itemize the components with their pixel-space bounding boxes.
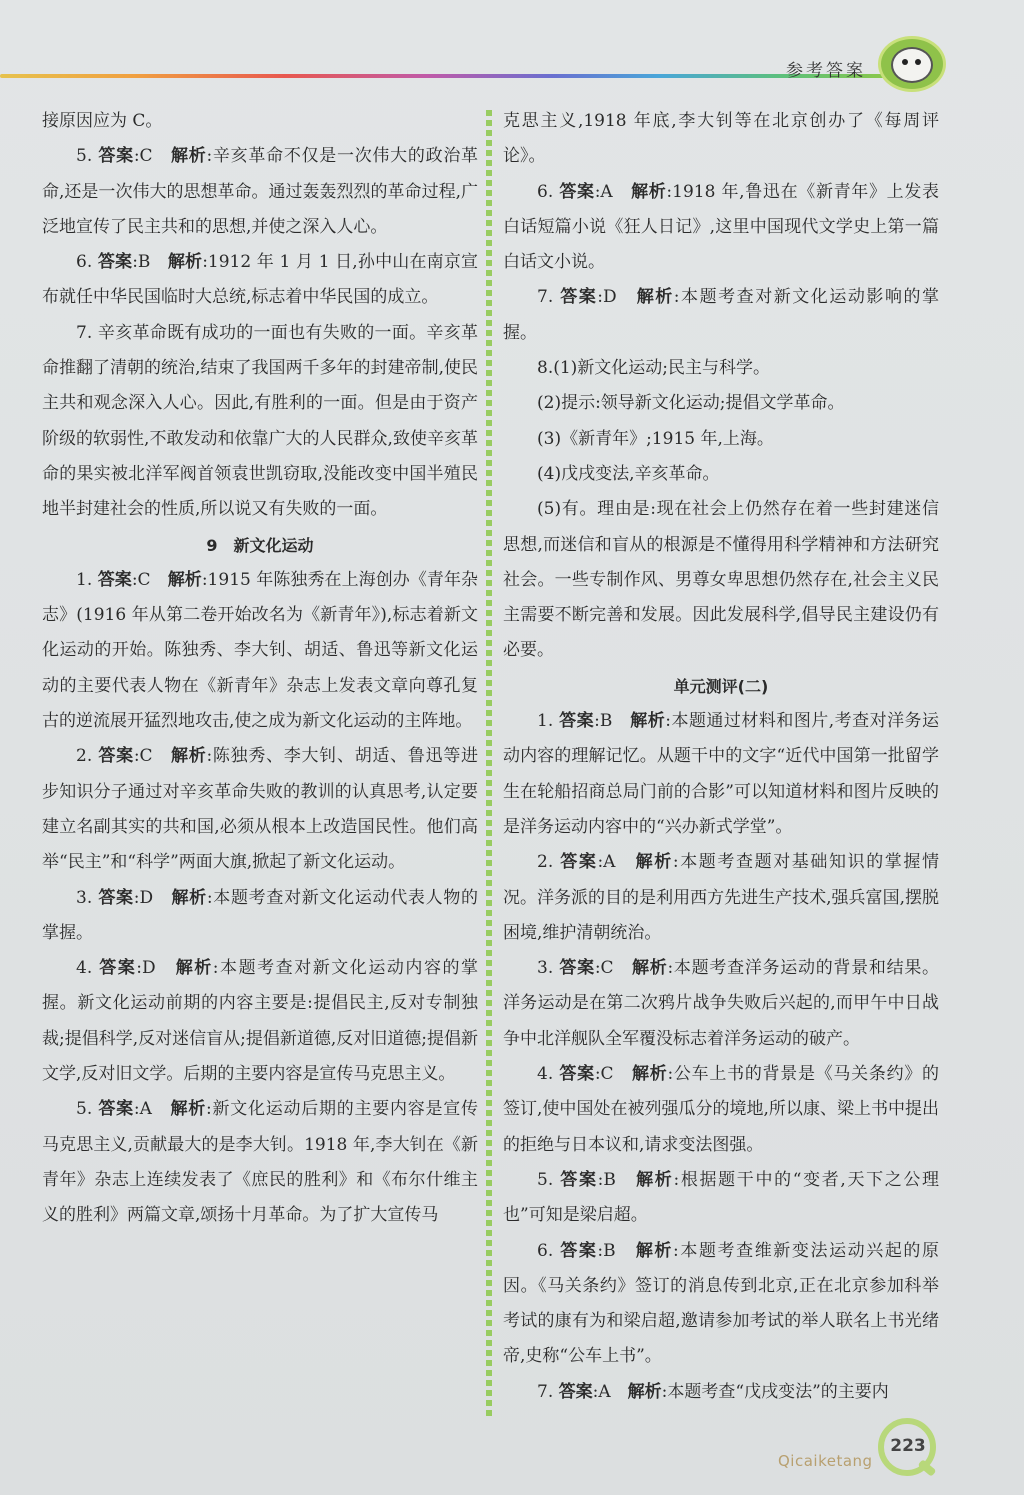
answer-label: 答案 (560, 852, 598, 873)
answer-item (503, 280, 939, 351)
question-number: 7. (537, 287, 554, 308)
answer-label: 答案 (559, 1064, 595, 1085)
explanation-text: :本题考查对新文化运动代表人物的掌握。 (42, 887, 479, 943)
explanation-text: :公车上书的背景是《马关条约》的签订,使中国处在被列强瓜分的境地,所以康、梁上书中提出的拒绝与日本议和,请求变法图强。 (503, 1064, 940, 1155)
explanation-label: 解析 (175, 958, 213, 979)
explanation-text: :陈独秀、李大钊、胡适、鲁迅等进步知识分子通过对辛亥革命失败的教训的认真思考,认定要建立名副其实的共和国,必须从根本上改造国民性。他们高举“民主”和“科学”两面大旗,掀起了新文化运动。 (42, 746, 479, 873)
footer-brand: Qicaiketang (778, 1452, 873, 1470)
answer-choice: :A (594, 181, 613, 202)
answer-label: 答案 (560, 1240, 598, 1261)
question-number: 4. (537, 1064, 554, 1085)
answer-choice: :A (592, 1381, 611, 1402)
explanation-text: :1918 年,鲁迅在《新青年》上发表白话短篇小说《狂人日记》,这里中国现代文学史上第一篇白话文小说。 (503, 181, 940, 273)
mascot-logo-icon (878, 36, 946, 92)
paragraph: (4)戊戌变法,辛亥革命。 (537, 463, 720, 484)
answer-item (503, 1057, 939, 1163)
question-number: 3. (537, 958, 554, 979)
answer-item (42, 1092, 478, 1233)
explanation-label: 解析 (636, 287, 674, 308)
paragraph: (2)提示:领导新文化运动;提倡文学革命。 (537, 393, 845, 414)
answer-item (503, 1163, 939, 1234)
answer-label: 答案 (98, 1099, 134, 1120)
explanation-text: :本题考查维新变法运动兴起的原因。《马关条约》签订的消息传到北京,正在北京参加科举考试的康有为和梁启超,邀请参加考试的举人联名上书光绪帝,史称“公车上书”。 (503, 1240, 940, 1367)
explanation-text: :本题考查题对基础知识的掌握情况。洋务派的目的是利用西方先进生产技术,强兵富国,摆脱困境,维护清朝统治。 (503, 852, 940, 943)
answer-label: 答案 (98, 146, 134, 167)
answer-choice: :A (133, 1099, 152, 1120)
answer-item (42, 245, 478, 316)
explanation-label: 解析 (636, 1169, 674, 1190)
question-number: 2. (537, 852, 554, 873)
explanation-text: :根据题干中的“变者,天下之公理也”可知是梁启超。 (503, 1169, 940, 1226)
explanation-text: :本题考查洋务运动的背景和结果。洋务运动是在第二次鸦片战争失败后兴起的,而甲午中日战争中北洋舰队全军覆没标志着洋务运动的破产。 (503, 958, 940, 1049)
question-number: 1. (76, 569, 93, 590)
mascot-eye-icon (915, 59, 921, 65)
paragraph: (5)有。理由是:现在社会上仍然存在着一些封建迷信思想,而迷信和盲从的根源是不懂得用科学精神和方法研究社会。一些专制作风、男尊女卑思想仍然存在,社会主义民主需要不断完善和发展。因此发展科学,倡导民主建设仍有必要。 (503, 499, 939, 661)
answer-item (503, 175, 939, 281)
answer-label: 答案 (560, 287, 598, 308)
answer-choice: :C (133, 146, 153, 167)
explanation-label: 解析 (627, 1381, 662, 1402)
explanation-text: :本题考查“戊戌变法”的主要内 (661, 1381, 889, 1402)
section-heading: 单元测评(二) (673, 676, 769, 696)
left-column (42, 104, 478, 1234)
answer-item (42, 881, 478, 952)
answer-label: 答案 (98, 887, 134, 908)
answer-label: 答案 (99, 958, 137, 979)
paragraph: 7. 辛亥革命既有成功的一面也有失败的一面。辛亥革命推翻了清朝的统治,结束了我国两千多年的封建帝制,使民主共和观念深入人心。因此,有胜利的一面。但是由于资产阶级的软弱性,不敢发动和依靠广大的人民群众,致使辛亥革命的果实被北洋军阀首领袁世凯窃取,没能改变中国半殖民地半封建社会的性质,所以说又有失败的一面。 (42, 322, 478, 520)
mascot-face (891, 47, 933, 83)
answer-item (42, 739, 478, 880)
answer-choice: :C (131, 569, 151, 590)
answer-label: 答案 (559, 181, 595, 202)
explanation-label: 解析 (170, 1099, 206, 1120)
question-number: 6. (76, 252, 93, 273)
answer-label: 答案 (559, 958, 595, 979)
explanation-text: :本题通过材料和图片,考查对洋务运动内容的理解记忆。从题干中的文字“近代中国第一批留学生在轮船招商总局门前的合影”可以知道材料和图片反映的是洋务运动内容中的“兴办新式学堂”。 (503, 711, 940, 837)
question-number: 3. (76, 887, 93, 908)
question-number: 5. (537, 1169, 554, 1190)
explanation-text: :1915 年陈独秀在上海创办《青年杂志》(1916 年从第二卷开始改名为《新青年》),标志着新文化运动的开始。陈独秀、李大钊、胡适、鲁迅等新文化运动的主要代表人物在《新青年》杂志上发表文章向尊孔复古的逆流展开猛烈地攻击,使之成为新文化运动的主阵地。 (42, 569, 479, 732)
answer-label: 答案 (559, 711, 595, 732)
answer-choice: :B (132, 252, 151, 273)
question-number: 1. (537, 711, 554, 732)
paragraph: (3)《新青年》;1915 年,上海。 (537, 428, 774, 449)
question-number: 5. (76, 1099, 93, 1120)
explanation-text: :新文化运动后期的主要内容是宣传马克思主义,贡献最大的是李大钊。1918 年,李大钊在《新青年》杂志上连续发表了《庶民的胜利》和《布尔什维主义的胜利》两篇文章,颂扬十月革命。为了扩大宣传马 (42, 1099, 479, 1226)
explanation-label: 解析 (171, 746, 207, 767)
explanation-label: 解析 (171, 887, 207, 908)
question-number: 2. (76, 746, 93, 767)
answer-item (503, 1375, 939, 1410)
answer-item (503, 1234, 939, 1375)
explanation-label: 解析 (635, 852, 673, 873)
answer-item (503, 845, 939, 951)
answer-choice: :D (133, 887, 154, 908)
answer-choice: :B (597, 1240, 616, 1261)
explanation-label: 解析 (167, 252, 203, 273)
mascot-eye-icon (902, 59, 908, 65)
explanation-label: 解析 (171, 146, 207, 167)
explanation-label: 解析 (635, 1240, 674, 1261)
rainbow-header-line (0, 74, 890, 78)
explanation-text: :辛亥革命不仅是一次伟大的政治革命,还是一次伟大的思想革命。通过轰轰烈烈的革命过程,广泛地宣传了民主共和的思想,并使之深入人心。 (42, 146, 479, 237)
paragraph: 8.(1)新文化运动;民主与科学。 (537, 358, 771, 379)
answer-choice: :B (594, 711, 613, 732)
answer-choice: :C (594, 958, 614, 979)
answer-label: 答案 (98, 746, 134, 767)
question-number: 4. (76, 958, 93, 979)
answer-choice: :C (594, 1064, 614, 1085)
explanation-label: 解析 (167, 569, 202, 590)
answer-label: 答案 (97, 569, 132, 590)
question-number: 5. (76, 146, 93, 167)
answer-choice: :D (597, 287, 617, 308)
answer-item (503, 704, 939, 845)
answer-choice: :C (133, 746, 153, 767)
explanation-text: :本题考查对新文化运动影响的掌握。 (503, 287, 940, 343)
answer-item (503, 951, 939, 1057)
explanation-text: :本题考查对新文化运动内容的掌握。新文化运动前期的内容主要是:提倡民主,反对专制独裁;提倡科学,反对迷信盲从;提倡新道德,反对旧道德;提倡新文学,反对旧文学。后期的主要内容是宣传马克思主义。 (42, 958, 479, 1085)
explanation-label: 解析 (632, 958, 668, 979)
question-number: 7. (537, 1381, 554, 1402)
question-number: 6. (537, 1240, 554, 1261)
column-divider (486, 110, 492, 1420)
answer-choice: :D (136, 958, 156, 979)
page-number: 223 (890, 1436, 926, 1456)
right-column (503, 104, 939, 1410)
answer-choice: :B (597, 1169, 616, 1190)
answer-label: 答案 (560, 1169, 598, 1190)
question-number: 6. (537, 181, 554, 202)
explanation-label: 解析 (631, 181, 667, 202)
answer-label: 答案 (97, 252, 133, 273)
answer-item (42, 563, 478, 739)
paragraph: 克思主义,1918 年底,李大钊等在北京创办了《每周评论》。 (503, 111, 939, 167)
explanation-text: :1912 年 1 月 1 日,孙中山在南京宣布就任中华民国临时大总统,标志着中华民国的成立。 (42, 252, 479, 308)
section-heading: 9 新文化运动 (206, 535, 314, 555)
answer-item (42, 951, 478, 1092)
paragraph: 接原因应为 C。 (42, 111, 163, 131)
explanation-label: 解析 (632, 1064, 668, 1085)
answer-choice: :A (597, 852, 616, 873)
answer-item (42, 139, 478, 245)
explanation-label: 解析 (630, 711, 666, 732)
answer-label: 答案 (558, 1381, 593, 1402)
header-title: 参考答案 (786, 61, 866, 81)
page-header (0, 0, 1024, 100)
